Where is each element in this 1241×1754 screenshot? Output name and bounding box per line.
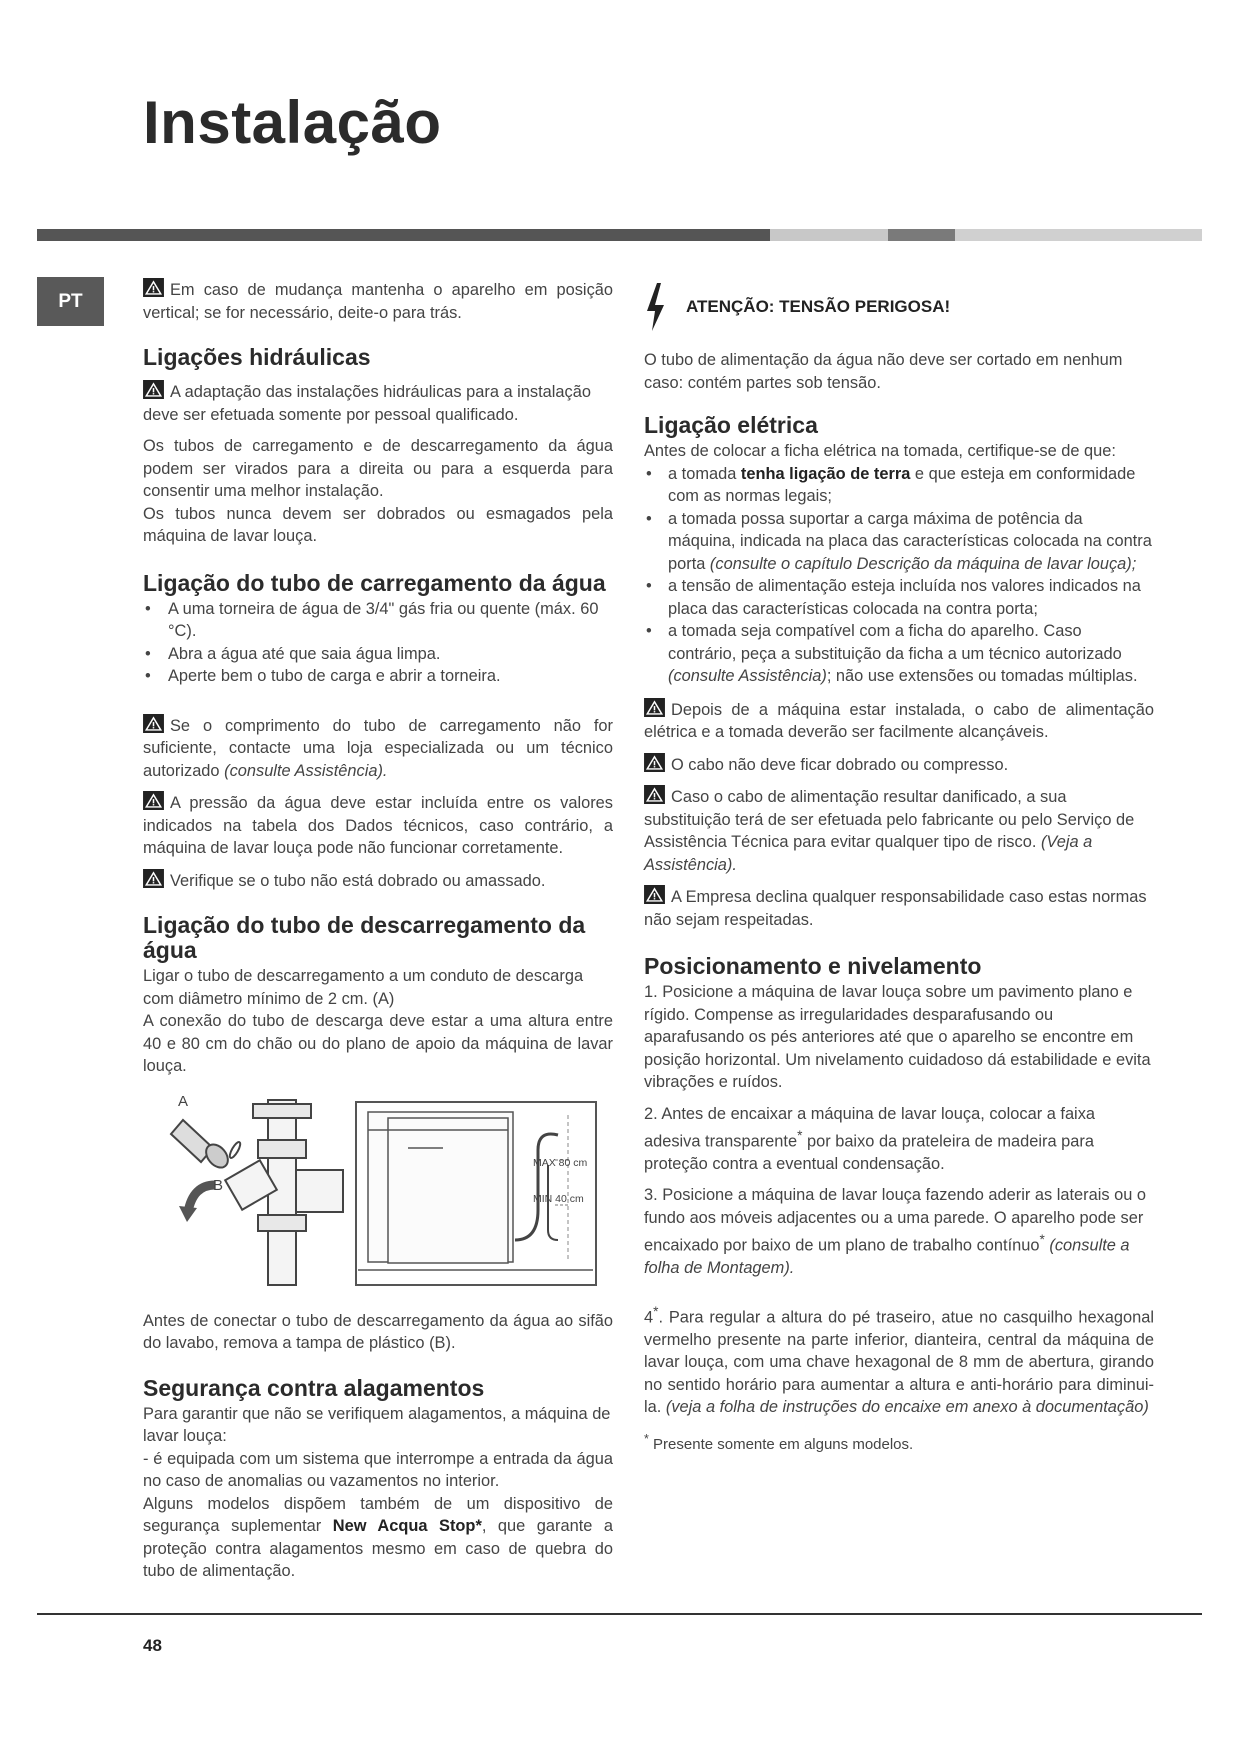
load-warning-1: Se o comprimento do tubo de carregamento não for suficiente, contacte uma loja especializada ou um técnico autorizado (consulte Assistência). (143, 714, 613, 783)
page-title: Instalação (143, 89, 442, 156)
drain-text-3: Antes de conectar o tubo de descarregamento da água ao sifão do lavabo, remova a tampa de plástico (B). (143, 1311, 613, 1352)
warning-icon (644, 698, 665, 717)
section-heading-flood: Segurança contra alagamentos (143, 1374, 485, 1401)
warning-icon (143, 714, 164, 733)
drain-text-2: A conexão do tubo de descarga deve estar a uma altura entre 40 e 80 cm do chão ou do plano de apoio da máquina de lavar louça. (143, 1012, 613, 1075)
danger-title: ATENÇÃO: TENSÃO PERIGOSA! (686, 296, 951, 316)
electrical-warning-2: O cabo não deve ficar dobrado ou compresso. (644, 753, 1154, 777)
list-item: • a tensão de alimentação esteja incluída nos valores indicados na placa das características colocada na contra porta; (644, 575, 1154, 620)
danger-alert (644, 283, 1154, 331)
section-heading-load-hose: Ligação do tubo de carregamento da água (143, 569, 606, 596)
list-item: • a tomada seja compatível com a ficha do aparelho. Caso contrário, peça a substituição da ficha a um técnico autorizado (consulte Assistência); não use extensões ou tomadas múltiplas. (644, 620, 1154, 688)
section-heading-hydraulic: Ligações hidráulicas (143, 344, 371, 370)
warning-icon (143, 791, 164, 810)
list-item: • A uma torneira de água de 3/4" gás fria ou quente (máx. 60 °C). (143, 598, 613, 643)
drain-illustration (143, 1090, 598, 1290)
hydraulic-text-1: Os tubos de carregamento e de descarregamento da água podem ser virados para a direita ou para a esquerda para consentir uma melhor instalação. (143, 437, 613, 500)
high-voltage-icon (644, 283, 670, 331)
right-column (644, 278, 1154, 1465)
language-tab: PT (37, 277, 104, 326)
load-warning-3: Verifique se o tubo não está dobrado ou amassado. (143, 869, 613, 893)
positioning-step-1: 1. Posicione a máquina de lavar louça sobre um pavimento plano e rígido. Compense as irregularidades desparafusando ou aparafusando os pés anteriores até que o aparelho se encontre em posição horizontal. Um nivelamento cuidadoso dá estabilidade e evita vibrações e ruídos. (644, 983, 1151, 1091)
electrical-warning-4: A Empresa declina qualquer responsabilidade caso estas normas não sejam respeitadas. (644, 885, 1154, 931)
warning-icon (644, 885, 665, 904)
left-column (143, 278, 613, 1592)
footer-rule (37, 1613, 1202, 1615)
intro-warning: Em caso de mudança mantenha o aparelho em posição vertical; se for necessário, deite-o para trás. (143, 278, 613, 324)
fig-max-height: MAX 80 cm (533, 1156, 588, 1169)
electrical-list (644, 463, 1154, 688)
load-warning-2: A pressão da água deve estar incluída entre os valores indicados na tabela dos Dados técnicos, caso contrário, a máquina de lavar louça pode não funcionar corretamente. (143, 791, 613, 860)
list-item: • a tomada tenha ligação de terra e que esteja em conformidade com as normas legais; (644, 463, 1154, 508)
fig-label-b: B (213, 1176, 224, 1194)
list-item: • Abra a água até que saia água limpa. (143, 643, 613, 666)
load-hose-list (143, 598, 613, 688)
danger-text: O tubo de alimentação da água não deve ser cortado em nenhum caso: contém partes sob tensão. (644, 351, 1123, 392)
hydraulic-text-2: Os tubos nunca devem ser dobrados ou esmagados pela máquina de lavar louça. (143, 504, 613, 545)
list-item: • a tomada possa suportar a carga máxima de potência da máquina, indicada na placa das características colocada na contra porta (consulte o capítulo Descrição da máquina de lavar louça); (644, 508, 1154, 576)
footnote: * Presente somente em alguns modelos. (644, 1431, 914, 1453)
electrical-warning-1: Depois de a máquina estar instalada, o cabo de alimentação elétrica e a tomada deverão ser facilmente alcançáveis. (644, 698, 1154, 744)
flood-text-3: Alguns modelos dispõem também de um dispositivo de segurança suplementar New Acqua Stop*, que garante a proteção contra alagamentos mesmo em caso de quebra do tubo de alimentação. (143, 1494, 613, 1580)
hydraulic-warning: A adaptação das instalações hidráulicas para a instalação deve ser efetuada somente por pessoal qualificado. (143, 380, 613, 426)
positioning-step-3: 3. Posicione a máquina de lavar louça fazendo aderir as laterais ou o fundo aos móveis adjacentes ou a uma parede. O aparelho pode ser encaixado por baixo de um plano de trabalho contínuo* (consulte a folha de Montagem). (644, 1186, 1147, 1278)
electrical-intro: Antes de colocar a ficha elétrica na tomada, certifique-se de que: (644, 442, 1116, 460)
section-heading-drain-hose: Ligação do tubo de descarregamento da água (143, 912, 586, 963)
positioning-step-2: 2. Antes de encaixar a máquina de lavar louça, colocar a faixa adesiva transparente* por baixo da prateleira de madeira para proteção contra a eventual condensação. (644, 1104, 1096, 1173)
drain-diagram (143, 1090, 598, 1290)
warning-icon (143, 869, 164, 888)
section-heading-positioning: Posicionamento e nivelamento (644, 953, 982, 979)
section-heading-electrical: Ligação elétrica (644, 412, 818, 438)
fig-label-a: A (178, 1092, 189, 1110)
positioning-step-4: 4*. Para regular a altura do pé traseiro, atue no casquilho hexagonal vermelho presente na parte inferior, dianteira, central da máquina de lavar louça, com uma chave hexagonal de 8 mm de abertura, girando no sentido horário para aumentar a altura e anti-horário para diminui-la. (veja a folha de instruções do encaixe em anexo à documentação) (644, 1303, 1154, 1417)
flood-text-2: - é equipada com um sistema que interrompe a entrada da água no caso de anomalias ou vazamentos no interior. (143, 1449, 613, 1490)
warning-icon (644, 753, 665, 772)
electrical-warning-3: Caso o cabo de alimentação resultar danificado, a sua substituição terá de ser efetuada pelo fabricante ou pelo Serviço de Assistência Técnica para evitar qualquer tipo de risco. (Veja a Assistência). (644, 785, 1154, 876)
warning-icon (644, 785, 665, 804)
warning-icon (143, 380, 164, 399)
warning-icon (143, 278, 164, 297)
page-number: 48 (143, 1636, 162, 1655)
fig-min-height: MIN 40 cm (533, 1192, 584, 1205)
list-item: • Aperte bem o tubo de carga e abrir a torneira. (143, 665, 613, 688)
flood-text-1: Para garantir que não se verifiquem alagamentos, a máquina de lavar louça: (143, 1404, 611, 1445)
drain-text-1: Ligar o tubo de descarregamento a um conduto de descarga com diâmetro mínimo de 2 cm. (A) (143, 967, 584, 1008)
